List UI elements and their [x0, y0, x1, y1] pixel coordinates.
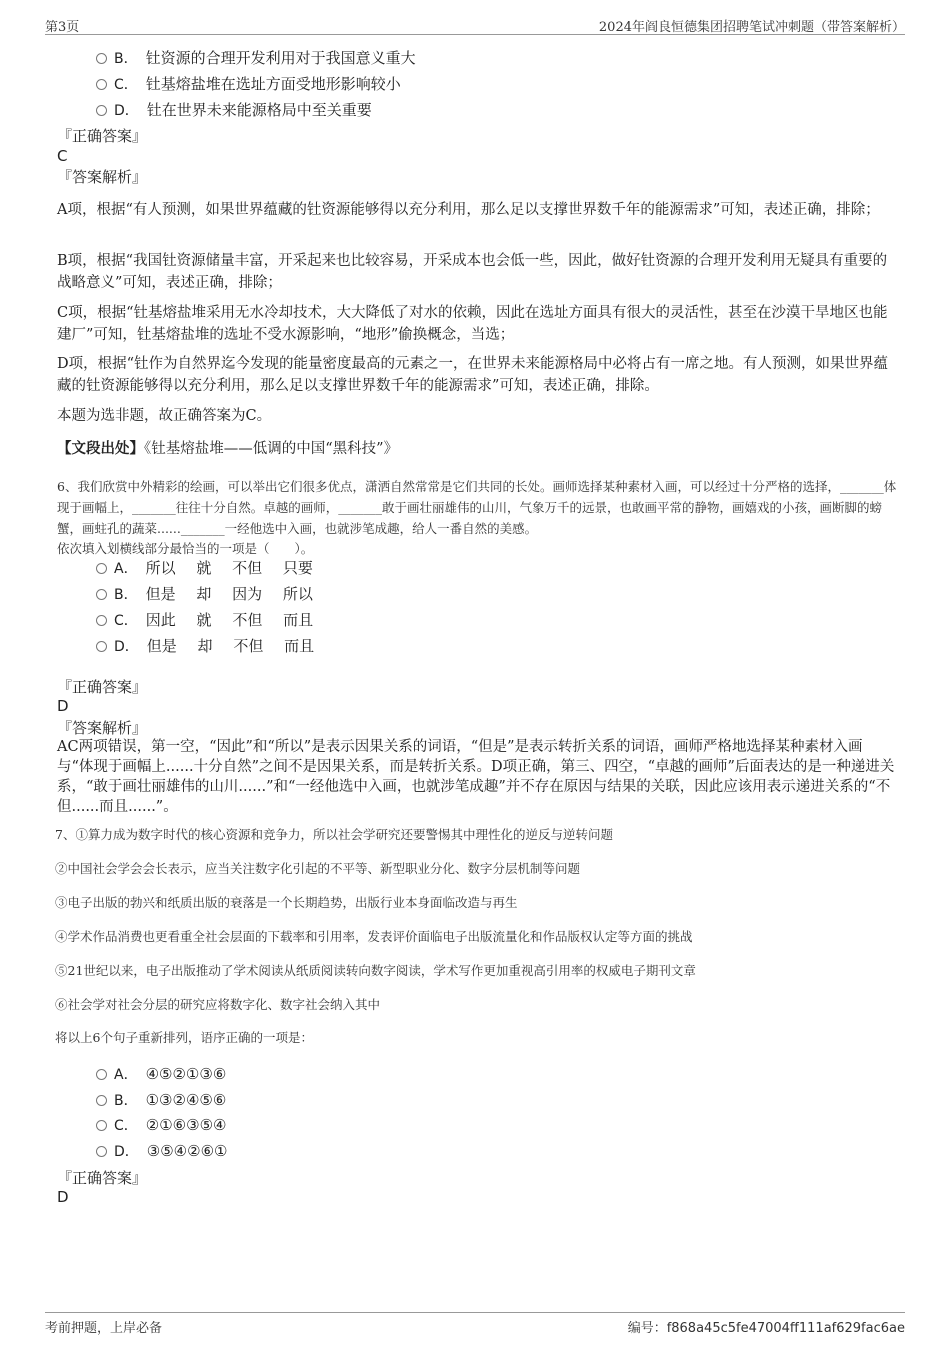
q6-answer-label: 『正确答案』: [57, 678, 148, 696]
q5-option-c[interactable]: C． 钍基熔盐堆在选址方面受地形影响较小: [96, 74, 401, 95]
page-header: [45, 14, 905, 35]
q5-answer-label: 『正确答案』: [57, 127, 148, 145]
q6-option-a[interactable]: A． 所以 就 不但 只要: [96, 558, 313, 579]
document-code: 编号：f868a45c5fe47004ff111af629fac6ae: [627, 1321, 905, 1336]
q6-analysis-label: 『答案解析』: [57, 719, 148, 737]
radio-icon[interactable]: [96, 615, 107, 626]
q5-option-d[interactable]: D． 钍在世界未来能源格局中至关重要: [96, 100, 372, 121]
q7-option-c[interactable]: C． ②①⑥③⑤④: [96, 1115, 226, 1136]
q5-source: 【文段出处】《钍基熔盐堆——低调的中国“黑科技”》: [57, 440, 399, 457]
q7-prompt: 将以上6个句子重新排列，语序正确的一项是：: [55, 1030, 313, 1045]
radio-icon[interactable]: [96, 589, 107, 600]
q7-option-d[interactable]: D． ③⑤④②⑥①: [96, 1141, 227, 1162]
q6-stem: 6、我们欣赏中外精彩的绘画，可以举出它们很多优点，潇洒自然常常是它们共同的长处。画师选择某种素材入画，可以经过十分严格的选择，_______体现于画幅上，_______往往十分自然。卓越的画师，_______敢于画壮丽雄伟的山川，气象万千的远景，也敢画平常的静物，画嬉戏的小孩，画断脚的螃蟹，画蛀孔的蔬菜......_______一经他选中入画，也就涉笔成趣，给人一番自然的美感。: [57, 479, 897, 536]
q7-sentence-1: 7、①算力成为数字时代的核心资源和竞争力，所以社会学研究还要警惕其中理性化的逆反与逆转问题: [55, 827, 613, 842]
q6-answer: D: [57, 697, 69, 715]
q5-analysis-label: 『答案解析』: [57, 168, 148, 186]
q6-option-d[interactable]: D． 但是 却 不但 而且: [96, 636, 314, 657]
q5-answer: C: [57, 147, 68, 165]
q7-sentence-2: ②中国社会学会会长表示，应当关注数字化引起的不平等、新型职业分化、数字分层机制等问题: [55, 861, 581, 876]
radio-icon[interactable]: [96, 1120, 107, 1131]
q7-sentence-3: ③电子出版的勃兴和纸质出版的衰落是一个长期趋势，出版行业本身面临改造与再生: [55, 895, 518, 910]
radio-icon[interactable]: [96, 1095, 107, 1106]
radio-icon[interactable]: [96, 563, 107, 574]
footer-slogan: 考前押题，上岸必备: [45, 1321, 163, 1336]
radio-icon[interactable]: [96, 105, 107, 116]
q7-answer-label: 『正确答案』: [57, 1169, 148, 1187]
q5-conclusion: 本题为选非题，故正确答案为C。: [57, 408, 272, 424]
q5-analysis-c: C项，根据“钍基熔盐堆采用无水冷却技术，大大降低了对水的依赖，因此在选址方面具有很大的灵活性，甚至在沙漠干旱地区也能建厂”可知，钍基熔盐堆的选址不受水源影响，“地形”偷换概念，当选；: [57, 305, 888, 343]
radio-icon[interactable]: [96, 1069, 107, 1080]
q5-analysis-d: D项，根据“钍作为自然界迄今发现的能量密度最高的元素之一，在世界未来能源格局中必将占有一席之地。有人预测，如果世界蕴藏的钍资源能够得以充分利用，那么足以支撑世界数千年的能源需求”可知，表述正确，排除。: [57, 356, 889, 394]
q5-analysis-b: B项，根据“我国钍资源储量丰富，开采起来也比较容易，开采成本也会低一些，因此，做好钍资源的合理开发利用无疑具有重要的战略意义”可知，表述正确，排除；: [57, 253, 888, 291]
document-title: 2024年阎良恒德集团招聘笔试冲刺题（带答案解析）: [598, 20, 905, 35]
radio-icon[interactable]: [96, 79, 107, 90]
radio-icon[interactable]: [96, 1146, 107, 1157]
q7-option-a[interactable]: A． ④⑤②①③⑥: [96, 1064, 226, 1085]
q6-analysis: AC两项错误，第一空，“因此”和“所以”是表示因果关系的词语，“但是”是表示转折关系的词语，画师严格地选择某种素材入画与“体现于画幅上......十分自然”之间不是因果关系，而是转折关系。D项正确，第三、四空，“卓越的画师”后面表达的是一种递进关系，“敢于画壮丽雄伟的山川......”和“一经他选中入画，也就涉笔成趣”并不存在原因与结果的关联，因此应该用表示递进关系的“不但......而且......”。: [57, 739, 895, 815]
page-number: 第3页: [45, 20, 80, 35]
q5-option-b[interactable]: B． 钍资源的合理开发利用对于我国意义重大: [96, 48, 416, 69]
q7-sentence-5: ⑤21世纪以来，电子出版推动了学术阅读从纸质阅读转向数字阅读，学术写作更加重视高引用率的权威电子期刊文章: [55, 963, 696, 978]
q6-option-b[interactable]: B． 但是 却 因为 所以: [96, 584, 313, 605]
q7-option-b[interactable]: B． ①③②④⑤⑥: [96, 1090, 226, 1111]
q7-answer: D: [57, 1188, 69, 1206]
q7-sentence-6: ⑥社会学对社会分层的研究应将数字化、数字社会纳入其中: [55, 997, 381, 1012]
q5-analysis-a: A项，根据“有人预测，如果世界蕴藏的钍资源能够得以充分利用，那么足以支撑世界数千年的能源需求”可知，表述正确，排除；: [57, 202, 880, 218]
q7-sentence-4: ④学术作品消费也更看重全社会层面的下载率和引用率，发表评价面临电子出版流量化和作品版权认定等方面的挑战: [55, 929, 693, 944]
page-footer: [45, 1312, 905, 1339]
q6-option-c[interactable]: C． 因此 就 不但 而且: [96, 610, 313, 631]
radio-icon[interactable]: [96, 53, 107, 64]
radio-icon[interactable]: [96, 641, 107, 652]
q6-prompt: 依次填入划横线部分最恰当的一项是（ ）。: [57, 541, 314, 556]
